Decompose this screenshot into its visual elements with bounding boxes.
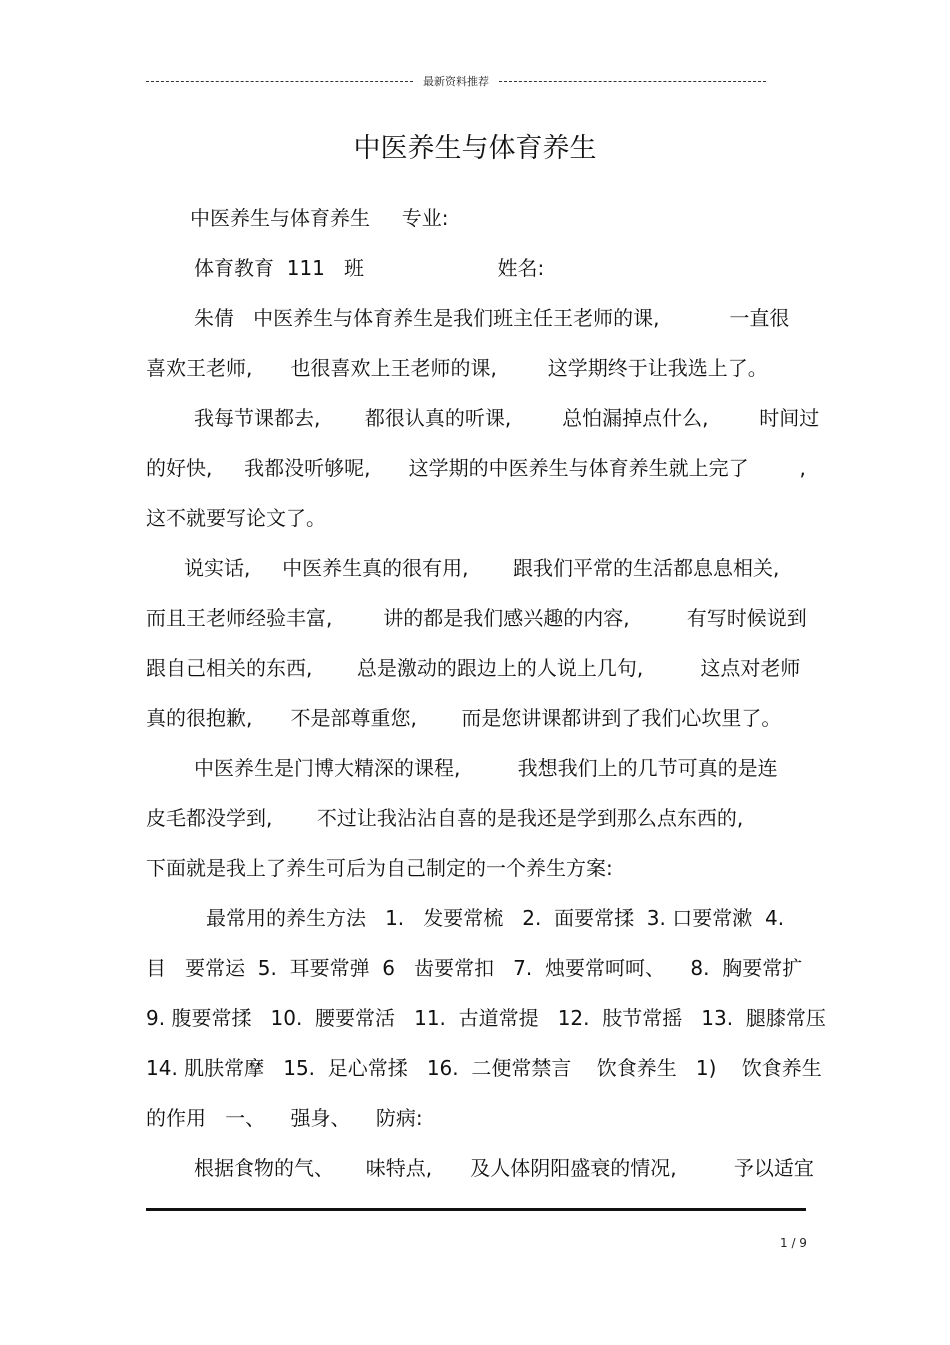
header-dash-left	[146, 81, 413, 82]
text-line: 皮毛都没学到, 不过让我沾沾自喜的是我还是学到那么点东西的,	[146, 806, 744, 830]
text-line: 根据食物的气、 味特点, 及人体阴阳盛衰的情况, 予以适宜	[194, 1156, 814, 1180]
text-line: 14. 肌肤常摩 15. 足心常揉 16. 二便常禁言 饮食养生 1) 饮食养生	[146, 1056, 822, 1080]
text-line: 的好快, 我都没听够呢, 这学期的中医养生与体育养生就上完了 ,	[146, 456, 806, 480]
text-line: 中医养生是门博大精深的课程, 我想我们上的几节可真的是连	[194, 756, 778, 780]
text-line: 最常用的养生方法 1. 发要常梳 2. 面要常揉 3. 口要常漱 4.	[206, 906, 785, 930]
page-number: 1 / 9	[780, 1236, 807, 1250]
header-dash-right	[499, 81, 766, 82]
text-line: 目 要常运 5. 耳要常弹 6 齿要常扣 7. 烛要常呵呵、 8. 胸要常扩	[146, 956, 803, 980]
text-line: 我每节课都去, 都很认真的听课, 总怕漏掉点什么, 时间过	[194, 406, 820, 430]
page-header	[146, 72, 766, 90]
footer-divider	[146, 1208, 806, 1211]
header-label: 最新资料推荐	[423, 75, 489, 88]
text-line: 这不就要写论文了。	[146, 506, 326, 530]
text-line: 下面就是我上了养生可后为自己制定的一个养生方案:	[146, 856, 613, 880]
text-line: 喜欢王老师, 也很喜欢上王老师的课, 这学期终于让我选上了。	[146, 356, 768, 380]
text-line: 9. 腹要常揉 10. 腰要常活 11. 古道常提 12. 肢节常摇 13. 腿膝常压	[146, 1006, 826, 1030]
text-line: 中医养生与体育养生 专业:	[190, 206, 449, 230]
text-line: 的作用 一、 强身、 防病:	[146, 1106, 423, 1130]
text-line: 体育教育 111 班 姓名:	[194, 256, 545, 280]
text-line: 跟自己相关的东西, 总是激动的跟边上的人说上几句, 这点对老师	[146, 656, 801, 680]
document-title: 中医养生与体育养生	[353, 133, 597, 164]
text-line: 而且王老师经验丰富, 讲的都是我们感兴趣的内容, 有写时候说到	[146, 606, 807, 630]
text-line: 说实话, 中医养生真的很有用, 跟我们平常的生活都息息相关,	[184, 556, 780, 580]
text-line: 真的很抱歉, 不是部尊重您, 而是您讲课都讲到了我们心坎里了。	[146, 706, 782, 730]
text-line: 朱倩 中医养生与体育养生是我们班主任王老师的课, 一直很	[194, 306, 790, 330]
